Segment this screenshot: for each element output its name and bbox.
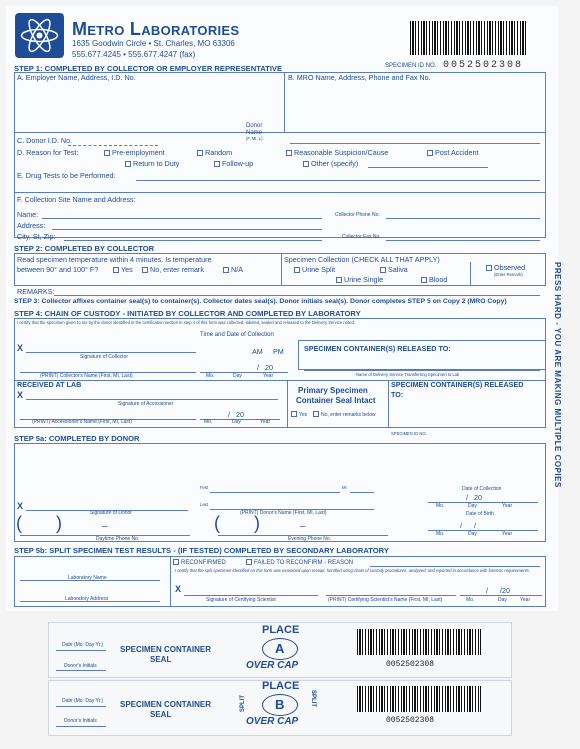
scientist-signature-label[interactable]: Signature of Certifying Scientist	[206, 597, 276, 603]
seal-b-code: 0052502308	[386, 716, 435, 725]
donor-print-label[interactable]: (PRINT) Donor's Name (First, MI, Last)	[240, 510, 327, 516]
step3-title: STEP 3: Collector affixes container seal(s) to container(s). Collector dates seal(s). Donor initials seal(s). Donor completes STEP 5 on Copy 2 (MRO Copy)	[14, 298, 507, 305]
collection-mo: Mo.	[436, 503, 445, 509]
temp-na[interactable]	[223, 266, 243, 274]
collection-year-prefix: 20	[474, 493, 482, 502]
donor-last-label: Last	[200, 502, 208, 507]
opt-follow-label: Follow-up	[222, 159, 254, 168]
opt-urine-single[interactable]	[336, 276, 383, 284]
eve-phone-field[interactable]: ( ) –	[214, 513, 306, 533]
seal-b-letter: B	[275, 697, 285, 712]
temp-na-label: N/A	[231, 265, 243, 274]
opt-random-label: Random	[205, 148, 233, 157]
seal-b-place: PLACE	[262, 680, 300, 692]
seal-no-label: No, enter remarks below	[321, 412, 376, 418]
seal-a-over-cap: OVER CAP	[246, 660, 299, 671]
accessioner-year: Year	[260, 419, 271, 425]
opt-failed[interactable]	[246, 559, 353, 567]
temp-no-label: No, enter remark	[150, 265, 204, 274]
step5a-title: STEP 5a: COMPLETED BY DONOR	[14, 434, 140, 443]
day-phone-label: Daytime Phone No.	[96, 536, 140, 542]
date-of-collection-label: Date of Collection	[462, 486, 502, 492]
day-phone-field[interactable]: ( ) –	[16, 513, 108, 533]
opt-reasonable-label: Reasonable Suspicion/Cause	[294, 148, 389, 157]
released-to-title: SPECIMEN CONTAINER(S) RELEASED TO:	[304, 344, 451, 353]
site-address-label: Address:	[17, 221, 46, 230]
lab-address-label: Laboratory Address	[65, 596, 109, 602]
remarks-label: REMARKS:	[17, 287, 55, 296]
collection-date-slash: / 20	[466, 493, 482, 502]
press-hard-notice: PRESS HARD - YOU ARE MAKING MULTIPLE COPIES	[553, 262, 562, 488]
opt-saliva[interactable]	[380, 266, 408, 274]
birth-date-slash: / /	[460, 521, 476, 530]
employer-label: A. Employer Name, Address, I.D. No.	[17, 73, 136, 82]
opt-blood[interactable]	[421, 276, 447, 284]
specimen-collection-label: Specimen Collection (CHECK ALL THAT APPLY)	[284, 255, 440, 264]
urine-single-label: Urine Single	[344, 275, 384, 284]
donor-x: X	[17, 501, 24, 511]
collector-mo: Mo.	[206, 373, 215, 379]
temp-no[interactable]	[142, 266, 204, 274]
scientist-day: Day	[498, 597, 507, 603]
opt-follow-up[interactable]	[214, 160, 253, 168]
collection-day: Day	[468, 503, 477, 509]
atom-logo-icon	[15, 13, 64, 58]
saliva-label: Saliva	[388, 265, 408, 274]
seal-b-barcode	[357, 686, 481, 712]
opt-reasonable[interactable]	[286, 149, 388, 157]
failed-label: FAILED TO RECONFIRM - REASON	[254, 560, 354, 566]
temp-yes-label: Yes	[121, 265, 133, 274]
opt-random[interactable]	[197, 149, 232, 157]
reason-label: D. Reason for Test:	[17, 148, 79, 157]
site-name-label: Name:	[17, 210, 39, 219]
seal-b-split-left: SPLIT	[240, 694, 246, 712]
drug-tests-label: E. Drug Tests to be Performed:	[17, 171, 116, 180]
birth-day: Day	[468, 531, 477, 537]
collector-fax-label: Collector Fax No.	[342, 234, 381, 240]
step4-title: STEP 4: CHAIN OF CUSTODY - INITIATED BY COLLECTOR AND COMPLETED BY LABORATORY	[14, 309, 361, 318]
seal-yes-label: Yes	[299, 412, 308, 418]
specimen-id-label: SPECIMEN ID NO.	[385, 63, 437, 69]
collector-signature-label[interactable]: Signature of Collector	[80, 354, 129, 360]
lab-name-label: Laboratory Name	[68, 575, 107, 581]
collector-print-label[interactable]: (PRINT) Collector's Name (First, MI, Last)	[40, 373, 133, 379]
temp-question: Read specimen temperature within 4 minutes. Is temperature	[17, 255, 212, 264]
company-phones: 555.677.4245 • 555.677.4247 (fax)	[72, 50, 196, 59]
accessioner-print-label[interactable]: (PRINT) Accessioner's Name (First, MI, Last)	[32, 419, 132, 425]
opt-other[interactable]	[303, 160, 358, 168]
collector-year-prefix: 20	[265, 363, 273, 372]
seal-b-title2: SEAL	[150, 710, 172, 719]
seal-a-title2: SEAL	[150, 655, 172, 664]
collector-x: X	[17, 343, 24, 353]
opt-return-label: Return to Duty	[133, 159, 180, 168]
collector-day: Day	[233, 373, 242, 379]
step4-certification: I certify that the specimen given to me by the donor identified in the certification section in step 4 of this form was collected, labeled, sealed and released to the Delivery Service noted.	[17, 320, 355, 325]
accessioner-year-prefix: 20	[236, 410, 244, 419]
pm-label: PM	[273, 347, 284, 356]
scientist-year-prefix: 20	[502, 586, 510, 595]
scientist-date-slash: / /20	[486, 586, 510, 595]
donor-signature-label[interactable]: Signature of Donor	[90, 510, 132, 516]
step1-title: STEP 1: COMPLETED BY COLLECTOR OR EMPLOYER REPRESENTATIVE	[14, 64, 283, 73]
accessioner-day: Day	[232, 419, 241, 425]
scientist-mo: Mo.	[466, 597, 475, 603]
accessioner-date-slash: / 20	[228, 410, 244, 419]
collector-year: Year	[263, 373, 274, 379]
observed-note: (Enter Remark)	[494, 272, 523, 277]
company-address: 1635 Goodwin Circle • St. Charles, MO 63306	[72, 39, 235, 48]
donor-name-label: Donor	[246, 123, 263, 129]
urine-split-label: Urine Split	[302, 265, 336, 274]
mro-label: B. MRO Name, Address, Phone and Fax No.	[288, 73, 431, 82]
seal-b-over-cap: OVER CAP	[246, 716, 299, 727]
scientist-year: Year	[520, 597, 531, 603]
reconfirmed-label: RECONFIRMED	[181, 560, 226, 566]
collection-site-label: F. Collection Site Name and Address:	[17, 195, 136, 204]
time-date-label: Time and Date of Collection	[200, 332, 274, 338]
received-at-lab-title: RECEIVED AT LAB	[17, 380, 82, 389]
collector-date-slash: / 20	[257, 363, 273, 372]
primary-seal-title2: Container Seal Intact	[296, 396, 376, 405]
opt-return-to-duty[interactable]	[125, 160, 179, 168]
opt-preemployment[interactable]	[104, 149, 165, 157]
donor-id-label: C. Donor I.D. No.	[17, 136, 73, 145]
donor-name-hint: (F, MI, L)	[246, 136, 263, 141]
opt-preemployment-label: Pre-employment	[112, 148, 165, 157]
seal-a-title: SPECIMEN CONTAINER	[120, 645, 211, 654]
seal-a-letter: A	[275, 641, 285, 656]
released-specimen-id: SPECIMEN ID NO.	[391, 431, 427, 436]
am-label: AM	[252, 347, 263, 356]
seal-b-date-label: Date (Mo. Day Yr.)	[62, 698, 104, 704]
seal-yes[interactable]	[291, 411, 307, 419]
accessioner-signature-label[interactable]: Signature of Accessioner	[118, 401, 174, 407]
seal-a-date-label: Date (Mo. Day Yr.)	[62, 642, 104, 648]
donor-mi-label: MI	[342, 485, 347, 490]
delivery-service-label: Name of Delivery Service Transferring Specimen to Lab	[356, 372, 460, 377]
seal-no[interactable]	[313, 411, 375, 419]
site-city-label: City, St, Zip:	[17, 232, 56, 241]
seal-a-place: PLACE	[262, 624, 300, 636]
birth-year: Year	[502, 531, 513, 537]
seal-b-split-right: SPLIT	[310, 690, 316, 708]
donor-first-label: First	[200, 485, 209, 490]
step5b-certification: I certify that the split specimen identified on this form was examined upon receipt, handled using chain of custody procedures, analyzed, and reported in accordance with forensic requirements.	[175, 568, 530, 573]
temp-yes[interactable]	[113, 266, 133, 274]
observed-label: Observed	[494, 263, 526, 272]
seal-b-title: SPECIMEN CONTAINER	[120, 700, 211, 709]
scientist-print-label[interactable]: (PRINT) Certifying Scientist's Name (First, MI, Last)	[328, 597, 443, 603]
birth-mo: Mo.	[436, 531, 445, 537]
step2-title: STEP 2: COMPLETED BY COLLECTOR	[14, 244, 155, 253]
seal-a-barcode	[357, 629, 481, 655]
collection-year: Year	[502, 503, 513, 509]
seal-b-initials-label: Donor's Initials	[64, 718, 97, 724]
scientist-x: X	[175, 584, 182, 594]
accessioner-mo: Mo.	[204, 419, 213, 425]
released-to-title2b: TO:	[391, 390, 404, 399]
accessioner-x: X	[17, 390, 24, 400]
opt-other-label: Other (specify)	[311, 159, 359, 168]
specimen-id-number: 0052502308	[443, 60, 524, 71]
seal-a-initials-label: Donor's Initials	[64, 663, 97, 669]
date-of-birth-label: Date of Birth	[466, 511, 494, 517]
step5b-title: STEP 5b: SPLIT SPECIMEN TEST RESULTS - (IF TESTED) COMPLETED BY SECONDARY LABORATORY	[14, 546, 389, 555]
header-barcode	[410, 21, 528, 55]
donor-name-label2: Name	[246, 130, 263, 136]
primary-seal-title: Primary Specimen	[298, 386, 368, 395]
temp-question2: between 90° and 100° F?	[17, 265, 99, 274]
seal-a-code: 0052502308	[386, 660, 435, 669]
collector-phone-label: Collector Phone No.	[335, 212, 380, 218]
opt-post-label: Post Accident	[435, 148, 479, 157]
company-name: Metro Laboratories	[72, 19, 240, 39]
released-to-title2: SPECIMEN CONTAINER(S) RELEASED	[391, 380, 524, 389]
eve-phone-label: Evening Phone No.	[288, 536, 332, 542]
opt-reconfirmed[interactable]	[173, 559, 226, 567]
opt-post-accident[interactable]	[427, 149, 479, 157]
opt-urine-split[interactable]	[294, 266, 335, 274]
blood-label: Blood	[429, 275, 448, 284]
